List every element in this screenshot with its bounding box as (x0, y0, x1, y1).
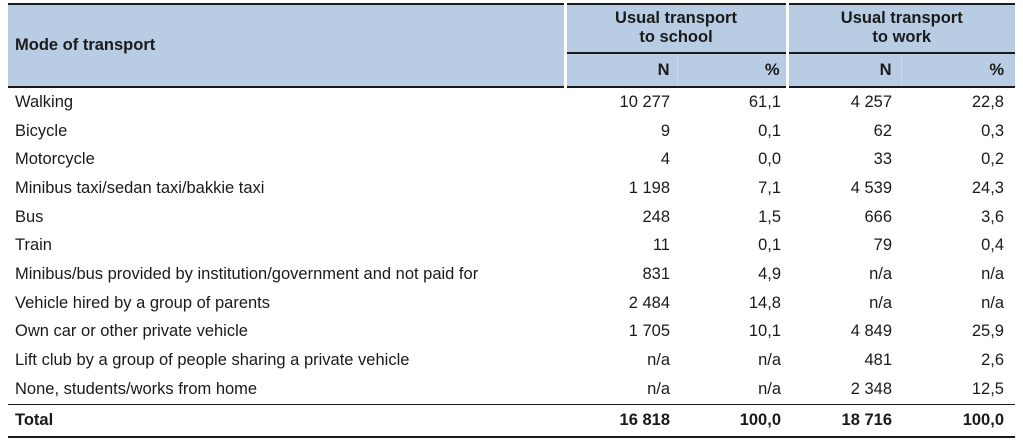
sub-header-school-n: N (565, 53, 677, 87)
transport-table (8, 3, 1015, 438)
school-n-cell: 4 (660, 150, 670, 169)
group-header-work-line2: to work (872, 28, 932, 46)
total-label: Total (8, 404, 565, 437)
work-n-cell: 2 348 (850, 379, 892, 398)
work-percent-cell: 24,3 (971, 178, 1004, 197)
school-percent-cell: 14,8 (748, 293, 781, 312)
table-row (8, 260, 1015, 289)
school-percent-cell: 7,1 (758, 178, 781, 197)
column-header-mode: Mode of transport (8, 4, 565, 87)
work-n-cell: 4 539 (850, 178, 892, 197)
mode-cell: Vehicle hired by a group of parents (15, 293, 271, 312)
group-header-school-line1: Usual transport (615, 9, 737, 27)
school-n-cell: 2 484 (628, 293, 670, 312)
table-row (8, 174, 1015, 203)
work-percent-cell: 22,8 (971, 92, 1004, 111)
school-n-cell: n/a (647, 379, 670, 398)
table-row (8, 318, 1015, 347)
mode-cell: None, students/works from home (15, 379, 258, 398)
work-percent-cell: 12,5 (971, 379, 1004, 398)
school-n-cell: 1 198 (628, 178, 670, 197)
table-footer (8, 404, 1015, 437)
group-header-row (8, 4, 1015, 53)
table-row (8, 87, 1015, 117)
sub-header-work-pct: % (901, 53, 1015, 87)
table-row (8, 231, 1015, 260)
table-header (8, 4, 1015, 87)
school-n-cell: 248 (642, 207, 670, 226)
work-percent-cell: 0,4 (981, 236, 1004, 255)
work-n-cell: 4 257 (850, 92, 892, 111)
group-header-school-line2: to school (639, 28, 713, 46)
work-percent-cell: 0,3 (981, 121, 1004, 140)
work-n-cell: 79 (873, 236, 892, 255)
school-percent-cell: 0,1 (758, 121, 781, 140)
school-n-cell: 11 (652, 236, 670, 255)
work-percent-cell: 25,9 (971, 322, 1004, 341)
school-percent-cell: 0,0 (758, 150, 781, 169)
total-school-pct: 100,0 (677, 404, 787, 437)
sub-header-work-n: N (787, 53, 901, 87)
work-percent-cell: 0,2 (981, 150, 1004, 169)
mode-cell: Bus (15, 207, 44, 226)
mode-cell: Train (15, 236, 52, 255)
mode-cell: Bicycle (15, 121, 68, 140)
table-body (8, 87, 1015, 404)
total-school-n: 16 818 (565, 404, 677, 437)
table-row (8, 117, 1015, 146)
mode-cell: Minibus/bus provided by institution/government and not paid for (15, 264, 479, 283)
mode-cell: Lift club by a group of people sharing a private vehicle (15, 351, 410, 370)
work-percent-cell: n/a (981, 293, 1004, 312)
school-percent-cell: 0,1 (758, 236, 781, 255)
school-n-cell: 9 (660, 121, 670, 140)
group-header-school (565, 4, 787, 53)
total-work-pct: 100,0 (901, 404, 1015, 437)
work-n-cell: 62 (873, 121, 892, 140)
school-percent-cell: 1,5 (758, 207, 781, 226)
mode-cell: Walking (15, 92, 74, 111)
mode-cell: Motorcycle (15, 150, 95, 169)
sub-header-school-pct: % (677, 53, 787, 87)
mode-cell: Minibus taxi/sedan taxi/bakkie taxi (15, 178, 265, 197)
work-percent-cell: 3,6 (981, 207, 1004, 226)
table-row (8, 346, 1015, 375)
work-n-cell: n/a (869, 264, 892, 283)
table-row (8, 375, 1015, 404)
work-n-cell: 33 (873, 150, 892, 169)
school-n-cell: 1 705 (628, 322, 670, 341)
school-n-cell: 10 277 (619, 92, 670, 111)
total-row (8, 404, 1015, 437)
group-header-work-line1: Usual transport (840, 9, 963, 27)
school-percent-cell: 10,1 (748, 322, 781, 341)
work-n-cell: 666 (864, 207, 892, 226)
school-n-cell: n/a (647, 351, 670, 370)
table-row (8, 289, 1015, 318)
school-percent-cell: 4,9 (758, 264, 781, 283)
school-percent-cell: n/a (758, 351, 781, 370)
work-n-cell: n/a (869, 293, 892, 312)
work-percent-cell: n/a (981, 264, 1004, 283)
work-n-cell: 481 (864, 351, 892, 370)
school-n-cell: 831 (642, 264, 670, 283)
table-row (8, 145, 1015, 174)
school-percent-cell: n/a (758, 379, 781, 398)
work-n-cell: 4 849 (850, 322, 892, 341)
total-work-n: 18 716 (787, 404, 901, 437)
group-header-work (787, 4, 1015, 53)
school-percent-cell: 61,1 (748, 92, 781, 111)
work-percent-cell: 2,6 (981, 351, 1004, 370)
mode-cell: Own car or other private vehicle (15, 322, 248, 341)
table-row (8, 203, 1015, 232)
